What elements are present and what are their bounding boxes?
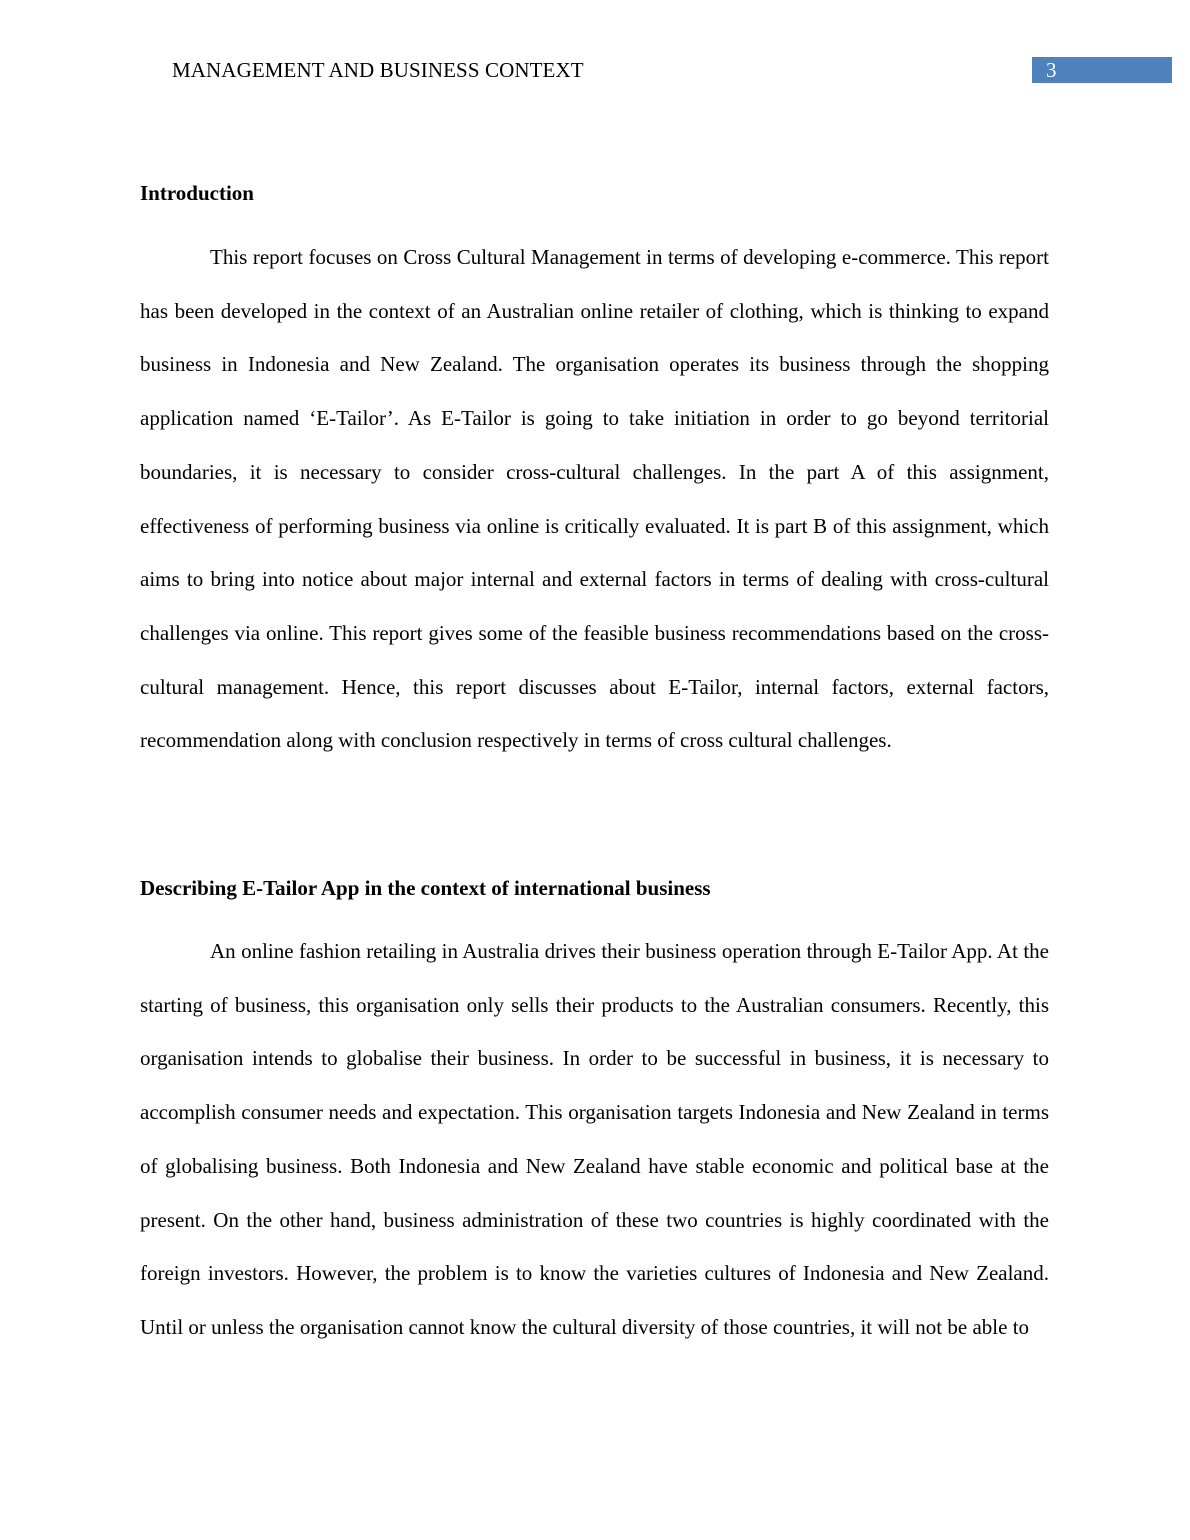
running-head: MANAGEMENT AND BUSINESS CONTEXT bbox=[172, 58, 584, 82]
section-heading-introduction: Introduction bbox=[140, 181, 254, 205]
paragraph-describing-e-tailor: An online fashion retailing in Australia drives their business operation through E-Tailor App. At the starting of business, this organisation only sells their products to the Australian consumers. Recently, this organisation intends to globalise their business. In order to be successful in business, it is necessary to accomplish consumer needs and expectation. This organisation targets Indonesia and New Zealand in terms of globalising business. Both Indonesia and New Zealand have stable economic and political base at the present. On the other hand, business administration of these two countries is highly coordinated with the foreign investors. However, the problem is to know the varieties cultures of Indonesia and New Zealand. Until or unless the organisation cannot know the cultural diversity of those countries, it will not be able to bbox=[140, 939, 1049, 1339]
paragraph-introduction: This report focuses on Cross Cultural Management in terms of developing e-commerce. This report has been developed in the context of an Australian online retailer of clothing, which is thinking to expand business in Indonesia and New Zealand. The organisation operates its business through the shopping application named ‘E-Tailor’. As E-Tailor is going to take initiation in order to go beyond territorial boundaries, it is necessary to consider cross-cultural challenges. In the part A of this assignment, effectiveness of performing business via online is critically evaluated. It is part B of this assignment, which aims to bring into notice about major internal and external factors in terms of dealing with cross-cultural challenges via online. This report gives some of the feasible business recommendations based on the cross-cultural management. Hence, this report discusses about E-Tailor, internal factors, external factors, recommendation along with conclusion respectively in terms of cross cultural challenges. bbox=[140, 245, 1049, 753]
page-number: 3 bbox=[1046, 58, 1057, 82]
section-heading-describing-e-tailor: Describing E-Tailor App in the context of international business bbox=[140, 876, 711, 900]
page-number-box bbox=[1032, 57, 1172, 83]
